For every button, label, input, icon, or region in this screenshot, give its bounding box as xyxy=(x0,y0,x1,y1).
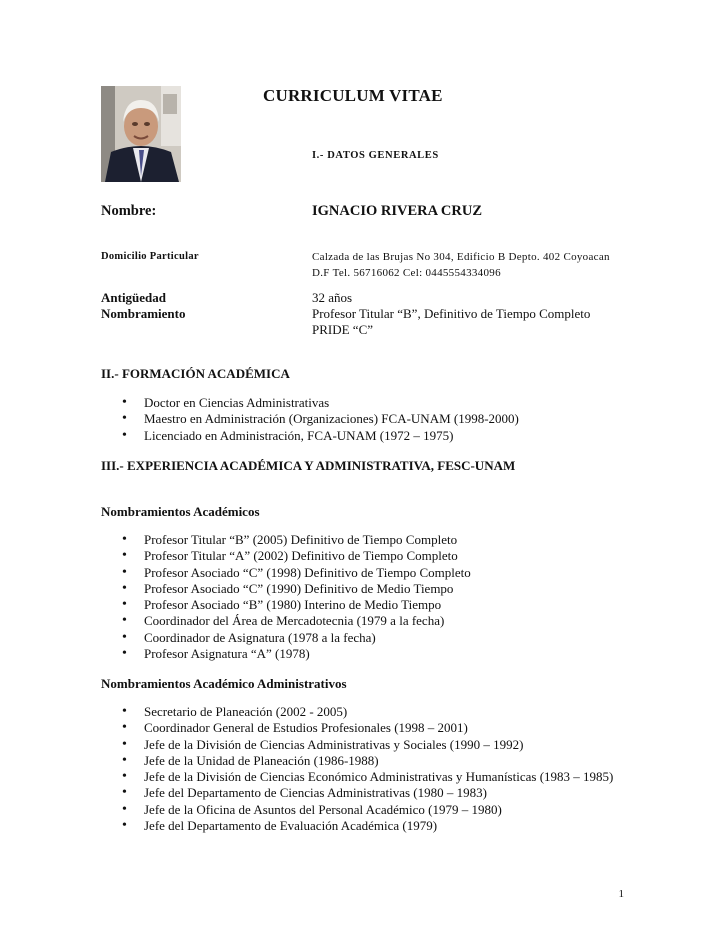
appointment-line-1: Profesor Titular “B”, Definitivo de Tiempo Completo xyxy=(312,306,591,321)
administrativos-list xyxy=(101,704,613,834)
list-item: • Jefe de la Unidad de Planeación (1986-1988) xyxy=(101,753,613,769)
list-item: • Profesor Asociado “C” (1990) Definitivo de Medio Tiempo xyxy=(101,581,471,597)
list-item: • Profesor Asociado “C” (1998) Definitivo de Tiempo Completo xyxy=(101,565,471,581)
appointment-label: Nombramiento xyxy=(101,306,186,321)
section-formacion-academica: II.- FORMACIÓN ACADÉMICA xyxy=(101,366,290,381)
list-item: • Doctor en Ciencias Administrativas xyxy=(101,395,519,411)
list-item: • Coordinador General de Estudios Profesionales (1998 – 2001) xyxy=(101,720,613,736)
seniority-value: 32 años xyxy=(312,290,353,305)
nombramientos-academicos-heading: Nombramientos Académicos xyxy=(101,504,260,519)
list-item: • Profesor Asociado “B” (1980) Interino de Medio Tiempo xyxy=(101,597,471,613)
document-title: CURRICULUM VITAE xyxy=(263,86,443,105)
name-label: Nombre: xyxy=(101,203,157,219)
address-line-1: Calzada de las Brujas No 304, Edificio B Depto. 402 Coyoacan xyxy=(312,251,610,263)
list-item: • Jefe del Departamento de Ciencias Administrativas (1980 – 1983) xyxy=(101,785,613,801)
nombramientos-administrativos-heading: Nombramientos Académico Administrativos xyxy=(101,676,347,691)
appointment-line-2: PRIDE “C” xyxy=(312,322,374,337)
list-item: • Secretario de Planeación (2002 - 2005) xyxy=(101,704,613,720)
address-value xyxy=(312,249,610,281)
seniority-appointment-labels xyxy=(101,290,186,322)
portrait-illustration xyxy=(101,86,181,182)
seniority-label: Antigüedad xyxy=(101,290,167,305)
formacion-list xyxy=(101,395,519,444)
section-datos-generales: I.- DATOS GENERALES xyxy=(312,150,439,161)
list-item: • Jefe del Departamento de Evaluación Académica (1979) xyxy=(101,818,613,834)
list-item: • Profesor Asignatura “A” (1978) xyxy=(101,646,471,662)
academicos-list xyxy=(101,532,471,662)
address-label: Domicilio Particular xyxy=(101,251,199,262)
list-item: • Coordinador de Asignatura (1978 a la fecha) xyxy=(101,630,471,646)
list-item: • Coordinador del Área de Mercadotecnia (1979 a la fecha) xyxy=(101,613,471,629)
list-item: • Licenciado en Administración, FCA-UNAM (1972 – 1975) xyxy=(101,428,519,444)
list-item: • Jefe de la División de Ciencias Administrativas y Sociales (1990 – 1992) xyxy=(101,737,613,753)
list-item: • Maestro en Administración (Organizaciones) FCA-UNAM (1998-2000) xyxy=(101,411,519,427)
address-line-2: D.F Tel. 56716062 Cel: 0445554334096 xyxy=(312,267,501,279)
profile-photo xyxy=(101,86,181,182)
list-item: • Profesor Titular “A” (2002) Definitivo de Tiempo Completo xyxy=(101,548,471,564)
section-experiencia: III.- EXPERIENCIA ACADÉMICA Y ADMINISTRATIVA, FESC-UNAM xyxy=(101,458,516,473)
list-item: • Jefe de la Oficina de Asuntos del Personal Académico (1979 – 1980) xyxy=(101,802,613,818)
list-item: • Jefe de la División de Ciencias Económico Administrativas y Humanísticas (1983 – 1985) xyxy=(101,769,613,785)
seniority-appointment-values xyxy=(312,290,590,338)
list-item: • Profesor Titular “B” (2005) Definitivo de Tiempo Completo xyxy=(101,532,471,548)
page-number: 1 xyxy=(618,888,624,900)
name-value: IGNACIO RIVERA CRUZ xyxy=(312,203,482,219)
